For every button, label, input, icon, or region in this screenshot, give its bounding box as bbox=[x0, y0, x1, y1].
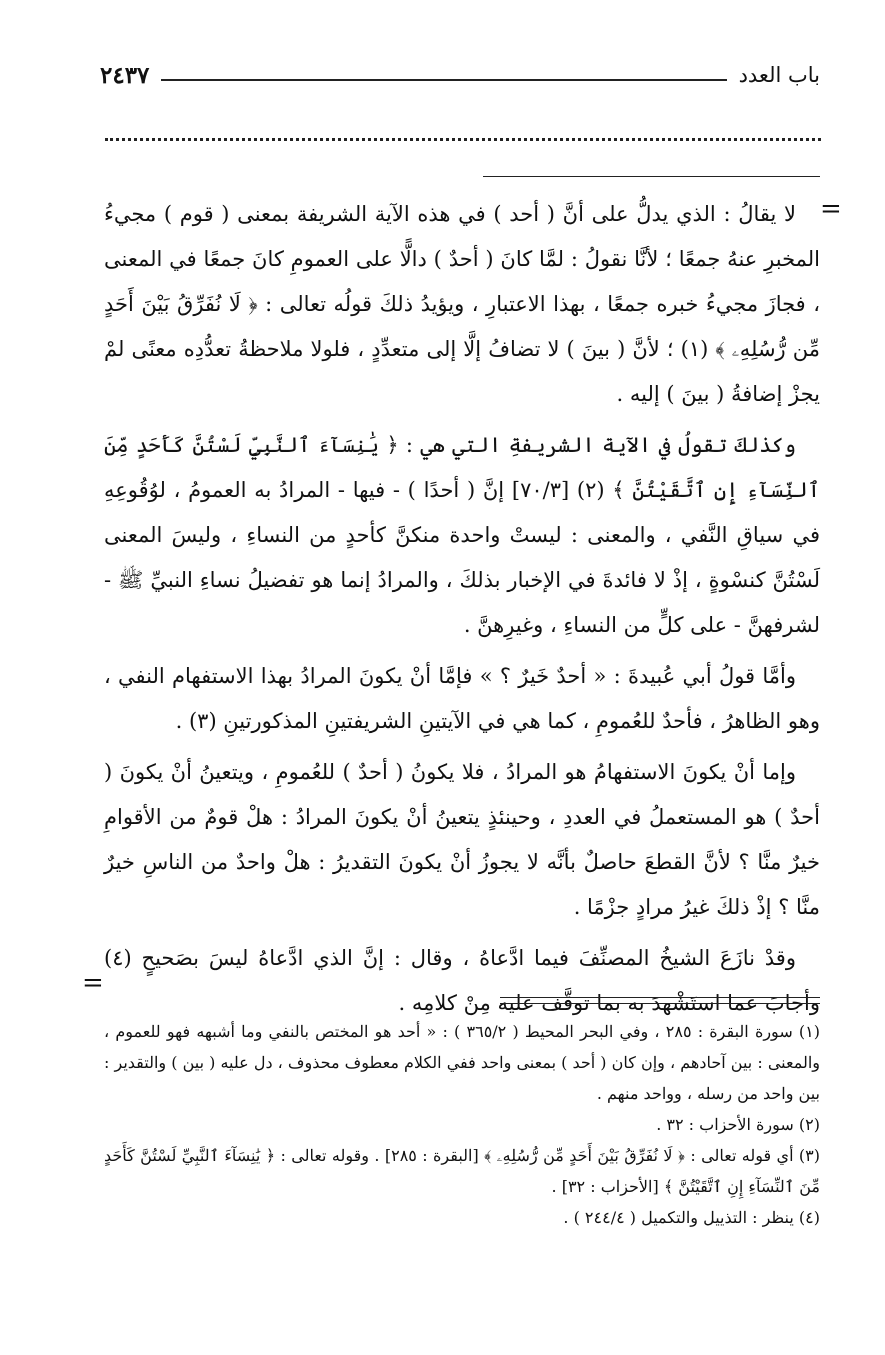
dotted-separator bbox=[105, 138, 821, 141]
continuation-marker-start: = bbox=[820, 194, 842, 224]
paragraph: وأمَّا قولُ أبي عُبيدةَ : « أحدٌ خَيرٌ ؟ » فإمَّا أنْ يكونَ المرادُ بهذا الاستفهام النفي ، وهو الظاهرُ ، فأحدٌ للعُمومِ ، كما هي في الآيتينِ الشريفتينِ المذكورتينِ (٣) . bbox=[104, 664, 820, 733]
section-rule bbox=[483, 176, 820, 177]
continuation-marker-end: = bbox=[82, 968, 104, 998]
footnote: (١) سورة البقرة : ٢٨٥ ، وفي البحر المحيط ( ٣٦٥/٢ ) : « أحد هو المختص بالنفي وما أشبهه فهو للعموم ، والمعنى : بين آحادهم ، وإن كان ( أحد ) بمعنى واحد ففي الكلام معطوف محذوف ، دل عليه ( بين ) والتقدير : بين واحد من رسله ، وواحد منهم . bbox=[104, 1022, 821, 1103]
footnote: (٢) سورة الأحزاب : ٣٢ . bbox=[656, 1115, 820, 1134]
page-number: ٢٤٣٧ bbox=[100, 61, 150, 89]
paragraph: وكذلكَ تقولُ في الآية الشريفةِ التي هي : ﴿ يَٰنِسَآءَ ٱلنَّبِيِّ لَسْتُنَّ كَأَحَدٍ مِّنَ ٱلنِّسَآءِ إِنِ ٱتَّقَيْتُنَّ ﴾ (٢) [٧٠/٣] إنَّ ( أحدًا ) - فيها - المرادُ به العمومُ ، لوُقُوعِهِ في سياقِ النَّفي ، والمعنى : ليستْ واحدة منكنَّ كأحدٍ من النساءِ ، وليسَ المعنى لَسْتُنَّ كنسْوةٍ ، إذْ لا فائدةَ في الإخبار بذلكَ ، والمرادُ إنما هو تفضيلُ نساءِ النبيِّ ﷺ - لشرفهنَّ - على كلٍّ من النساءِ ، وغيرِهنَّ . bbox=[104, 433, 821, 637]
header-rule bbox=[161, 79, 726, 81]
footnote: (٤) ينظر : التذييل والتكميل ( ٢٤٤/٤ ) . bbox=[563, 1208, 820, 1227]
chapter-title: باب العدد bbox=[738, 63, 820, 87]
footnote-rule bbox=[500, 997, 820, 998]
paragraph: وإما أنْ يكونَ الاستفهامُ هو المرادُ ، فلا يكونُ ( أحدٌ ) للعُمومِ ، ويتعينُ أنْ يكونَ ( أحدٌ ) هو المستعملُ في العددِ ، وحينئذٍ يتعينُ أنْ يكونَ المرادُ : هلْ قومٌ من الأقوامِ خيرٌ منَّا ؟ لأنَّ القطعَ حاصلٌ بأنَّه لا يجوزُ أنْ يكونَ التقديرُ : هلْ واحدٌ من الناسِ خيرٌ منَّا ؟ إذْ ذلكَ غيرُ مرادٍ جزْمًا . bbox=[104, 760, 820, 919]
main-text bbox=[104, 192, 820, 1032]
footnote-rule bbox=[500, 1003, 820, 1004]
footnote: (٣) أي قوله تعالى : ﴿ لَا نُفَرِّقُ بَيْنَ أَحَدٍ مِّن رُّسُلِهِۦ ﴾ [البقرة : ٢٨٥] . وقوله تعالى : ﴿ يَٰنِسَآءَ ٱلنَّبِيِّ لَسْتُنَّ كَأَحَدٍ مِّنَ ٱلنِّسَآءِ إِنِ ٱتَّقَيْتُنَّ ﴾ [الأحزاب : ٣٢] . bbox=[104, 1146, 820, 1196]
paragraph: لا يقالُ : الذي يدلُّ على أنَّ ( أحد ) في هذه الآية الشريفة بمعنى ( قوم ) مجيءُ المخبرِ عنهُ جمعًا ؛ لأنَّا نقولُ : لمَّا كانَ ( أحدٌ ) دالًّا على العمومِ كانَ جمعًا في المعنى ، فجازَ مجيءُ خبره جمعًا ، بهذا الاعتبارِ ، ويؤيدُ ذلكَ قولُه تعالى : ﴿ لَا نُفَرِّقُ بَيْنَ أَحَدٍ مِّن رُّسُلِهِۦ ﴾ (١) ؛ لأنَّ ( بينَ ) لا تضافُ إلَّا إلى متعدِّدٍ ، فلولا ملاحظةُ تعدُّدِه معنًى لمْ يجزْ إضافةُ ( بينَ ) إليه . bbox=[104, 202, 821, 406]
paragraph: وقدْ نازَعَ الشيخُ المصنِّفَ فيما ادَّعاهُ ، وقال : إنَّ الذي ادَّعاهُ ليسَ بصَحيحٍ (٤) وأجابَ عما استَشْهدَ به بما توقَّف عليه مِنْ كلامِه . bbox=[104, 946, 820, 1015]
footnotes bbox=[104, 1016, 820, 1233]
running-header bbox=[100, 58, 820, 92]
